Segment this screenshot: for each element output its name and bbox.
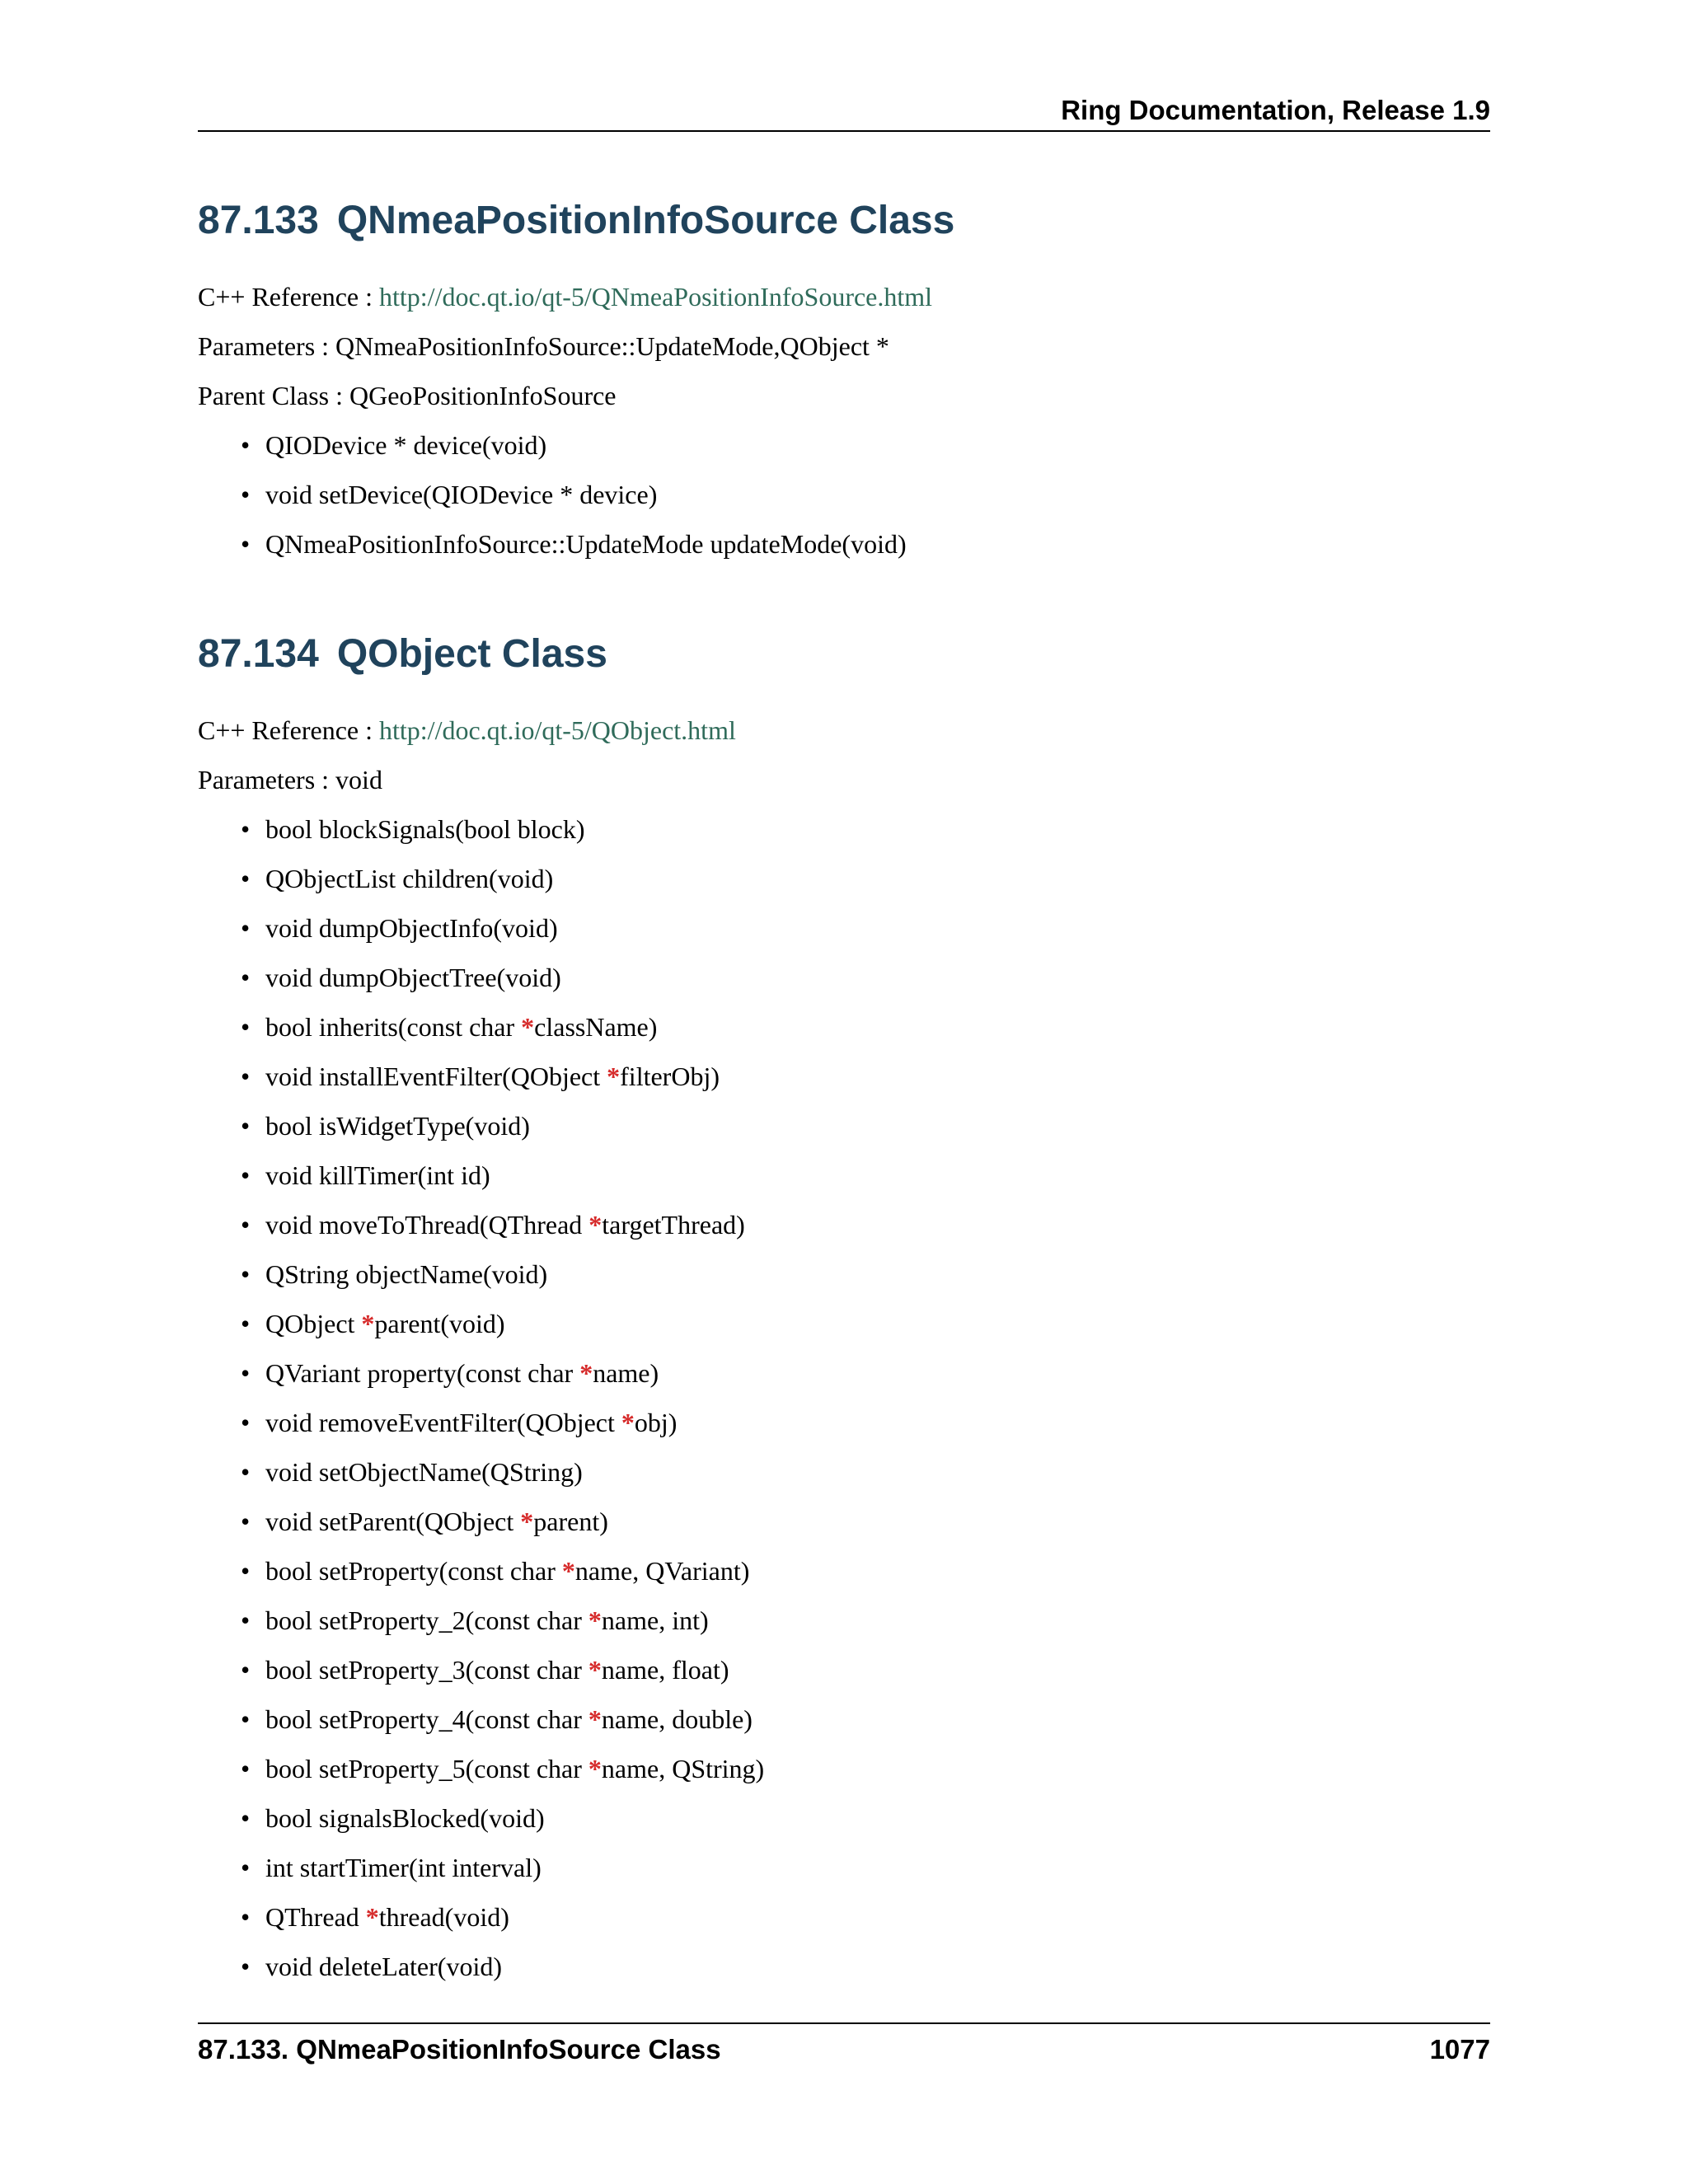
method-text: bool setProperty_5(const char	[265, 1754, 588, 1783]
bullet-icon: •	[241, 913, 251, 943]
section-heading	[198, 621, 1490, 687]
method-item	[198, 1942, 1490, 1991]
method-list	[198, 804, 1490, 1991]
method-item	[198, 470, 1490, 519]
method-item	[198, 1596, 1490, 1645]
bullet-icon: •	[241, 1259, 251, 1289]
method-item	[198, 1151, 1490, 1200]
method-item	[198, 1249, 1490, 1299]
bullet-icon: •	[241, 1210, 251, 1240]
method-item	[198, 1299, 1490, 1348]
method-text: bool signalsBlocked(void)	[265, 1803, 545, 1833]
bullet-icon: •	[241, 529, 251, 559]
method-item	[198, 420, 1490, 470]
bullet-icon: •	[241, 1012, 251, 1042]
method-list	[198, 420, 1490, 569]
method-text: QNmeaPositionInfoSource::UpdateMode updateMode(void)	[265, 529, 907, 559]
section-qnmeapositioninfosource	[198, 188, 1490, 569]
method-text: name, int)	[601, 1605, 709, 1635]
section-number: 87.133	[198, 199, 319, 242]
method-item	[198, 1843, 1490, 1892]
bullet-icon: •	[241, 480, 251, 509]
method-item	[198, 1348, 1490, 1398]
bullet-icon: •	[241, 1507, 251, 1536]
method-item	[198, 1744, 1490, 1793]
running-header	[198, 91, 1490, 132]
method-item	[198, 1546, 1490, 1596]
method-item	[198, 804, 1490, 854]
method-item	[198, 1002, 1490, 1052]
bullet-icon: •	[241, 1853, 251, 1882]
method-text: parent(void)	[374, 1309, 505, 1338]
bullet-icon: •	[241, 1803, 251, 1833]
method-text: void setObjectName(QString)	[265, 1457, 583, 1487]
method-text: void dumpObjectTree(void)	[265, 963, 561, 992]
method-text: QThread	[265, 1902, 366, 1932]
method-text: name)	[593, 1358, 659, 1388]
method-text: filterObj)	[620, 1062, 720, 1091]
method-text: void removeEventFilter(QObject	[265, 1408, 621, 1437]
section-qobject	[198, 621, 1490, 1991]
section-number: 87.134	[198, 632, 319, 676]
method-item	[198, 1398, 1490, 1447]
bullet-icon: •	[241, 1111, 251, 1141]
method-text: bool setProperty_4(const char	[265, 1704, 588, 1734]
cpp-reference-label: C++ Reference :	[198, 282, 379, 312]
bullet-icon: •	[241, 430, 251, 460]
method-text: QString objectName(void)	[265, 1259, 548, 1289]
method-text: bool isWidgetType(void)	[265, 1111, 530, 1141]
method-item	[198, 1101, 1490, 1151]
cpp-reference-link[interactable]: http://doc.qt.io/qt-5/QObject.html	[379, 715, 736, 745]
pointer-star: *	[520, 1507, 534, 1536]
method-item	[198, 1645, 1490, 1694]
pointer-star: *	[588, 1210, 603, 1240]
method-text: void dumpObjectInfo(void)	[265, 913, 558, 943]
pointer-star: *	[588, 1754, 602, 1783]
method-text: name, QVariant)	[574, 1556, 750, 1586]
pointer-star: *	[607, 1062, 621, 1091]
method-item	[198, 1200, 1490, 1249]
cpp-reference-link[interactable]: http://doc.qt.io/qt-5/QNmeaPositionInfoSource.html	[379, 282, 933, 312]
header-title: Ring Documentation, Release 1.9	[1061, 95, 1490, 125]
method-item	[198, 1793, 1490, 1843]
method-text: QIODevice * device(void)	[265, 430, 547, 460]
method-text: void setParent(QObject	[265, 1507, 521, 1536]
bullet-icon: •	[241, 963, 251, 992]
cpp-reference-label: C++ Reference :	[198, 715, 379, 745]
method-item	[198, 519, 1490, 569]
pointer-star: *	[521, 1012, 535, 1042]
method-item	[198, 1497, 1490, 1546]
section-title: QObject Class	[336, 632, 607, 676]
method-item	[198, 1892, 1490, 1942]
section-heading	[198, 188, 1490, 254]
pointer-star: *	[361, 1309, 375, 1338]
bullet-icon: •	[241, 814, 251, 844]
method-text: parent)	[533, 1507, 608, 1536]
cpp-reference-line	[198, 272, 1490, 321]
bullet-icon: •	[241, 1556, 251, 1586]
method-text: void deleteLater(void)	[265, 1952, 502, 1981]
pointer-star: *	[365, 1902, 379, 1932]
bullet-icon: •	[241, 1062, 251, 1091]
method-text: name, double)	[601, 1704, 753, 1734]
method-item	[198, 1052, 1490, 1101]
method-text: obj)	[634, 1408, 678, 1437]
bullet-icon: •	[241, 1309, 251, 1338]
method-text: void moveToThread(QThread	[265, 1210, 589, 1240]
bullet-icon: •	[241, 1408, 251, 1437]
bullet-icon: •	[241, 1655, 251, 1685]
bullet-icon: •	[241, 1952, 251, 1981]
method-text: QObjectList children(void)	[265, 864, 554, 893]
bullet-icon: •	[241, 1358, 251, 1388]
bullet-icon: •	[241, 1754, 251, 1783]
footer-section-title: 87.133. QNmeaPositionInfoSource Class	[198, 2034, 721, 2064]
method-text: QObject	[265, 1309, 362, 1338]
pointer-star: *	[561, 1556, 575, 1586]
method-text: bool inherits(const char	[265, 1012, 522, 1042]
method-text: bool setProperty(const char	[265, 1556, 562, 1586]
method-text: className)	[534, 1012, 658, 1042]
method-text: QVariant property(const char	[265, 1358, 580, 1388]
cpp-reference-line	[198, 705, 1490, 755]
method-item	[198, 953, 1490, 1002]
method-item	[198, 903, 1490, 953]
pointer-star: *	[579, 1358, 593, 1388]
method-item	[198, 1447, 1490, 1497]
parameters-line: Parameters : QNmeaPositionInfoSource::UpdateMode,QObject *	[198, 331, 889, 361]
method-text: bool setProperty_3(const char	[265, 1655, 588, 1685]
method-text: targetThread)	[602, 1210, 745, 1240]
pointer-star: *	[621, 1408, 635, 1437]
pointer-star: *	[588, 1655, 602, 1685]
bullet-icon: •	[241, 1605, 251, 1635]
method-text: int startTimer(int interval)	[265, 1853, 542, 1882]
method-text: thread(void)	[378, 1902, 509, 1932]
parent-class-line: Parent Class : QGeoPositionInfoSource	[198, 381, 617, 410]
method-text: name, float)	[601, 1655, 729, 1685]
method-text: bool setProperty_2(const char	[265, 1605, 588, 1635]
bullet-icon: •	[241, 864, 251, 893]
document-page	[198, 0, 1490, 2184]
pointer-star: *	[588, 1605, 602, 1635]
method-item	[198, 854, 1490, 903]
section-title: QNmeaPositionInfoSource Class	[336, 199, 955, 242]
method-text: name, QString)	[601, 1754, 765, 1783]
method-item	[198, 1694, 1490, 1744]
pointer-star: *	[588, 1704, 602, 1734]
bullet-icon: •	[241, 1902, 251, 1932]
parameters-line: Parameters : void	[198, 765, 382, 794]
footer-page-number: 1077	[1429, 2034, 1490, 2064]
method-text: void setDevice(QIODevice * device)	[265, 480, 658, 509]
method-text: void installEventFilter(QObject	[265, 1062, 607, 1091]
bullet-icon: •	[241, 1457, 251, 1487]
bullet-icon: •	[241, 1704, 251, 1734]
method-text: bool blockSignals(bool block)	[265, 814, 585, 844]
running-footer	[198, 2022, 1490, 2075]
bullet-icon: •	[241, 1160, 251, 1190]
method-text: void killTimer(int id)	[265, 1160, 490, 1190]
